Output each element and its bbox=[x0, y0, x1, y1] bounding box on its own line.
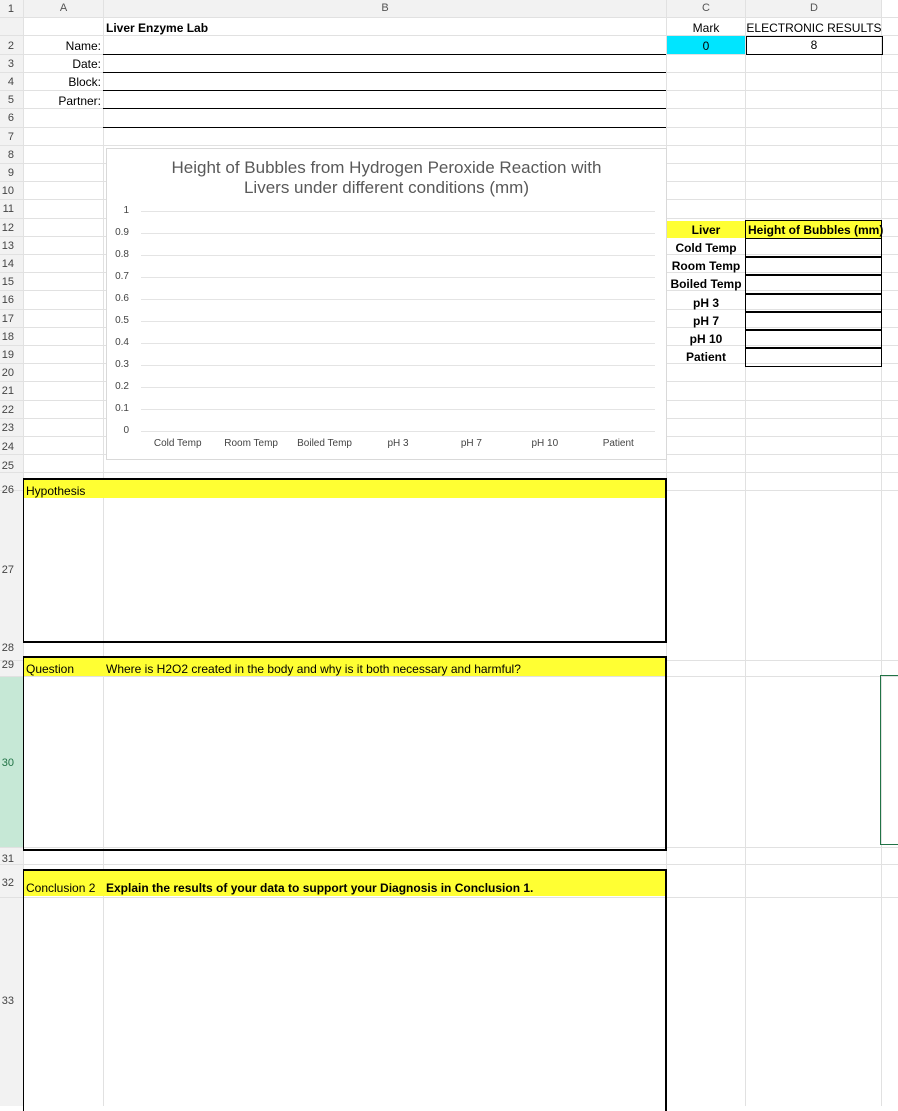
selection-outline bbox=[880, 675, 898, 845]
question-text[interactable]: Where is H2O2 created in the body and why is it both necessary and harmful? bbox=[106, 662, 521, 676]
row-number[interactable]: 23 bbox=[1, 422, 14, 434]
y-tick-label: 0.5 bbox=[115, 315, 129, 326]
y-tick-label: 0.3 bbox=[115, 359, 129, 370]
row-number[interactable]: 12 bbox=[1, 222, 14, 234]
x-category-label: Patient bbox=[602, 438, 634, 449]
x-category-label: Cold Temp bbox=[153, 438, 202, 449]
row-number[interactable]: 15 bbox=[1, 276, 14, 288]
mark-value: 0 bbox=[702, 39, 710, 53]
date-field[interactable] bbox=[103, 72, 666, 73]
x-category-label: Boiled Temp bbox=[297, 438, 352, 449]
chart-gridline bbox=[141, 365, 655, 366]
partner-field[interactable] bbox=[103, 108, 666, 109]
table-row-value-cell[interactable] bbox=[745, 256, 882, 276]
row-number[interactable]: 20 bbox=[1, 367, 14, 379]
chart-gridline bbox=[141, 299, 655, 300]
chart-gridline bbox=[141, 431, 655, 432]
row-number[interactable]: 4 bbox=[7, 76, 14, 88]
chart-gridline bbox=[141, 277, 655, 278]
x-category-label: pH 10 bbox=[531, 438, 559, 449]
chart-gridline bbox=[141, 211, 655, 212]
block-field[interactable] bbox=[103, 90, 666, 91]
conclusion-box[interactable] bbox=[23, 869, 667, 1111]
question-box[interactable] bbox=[23, 656, 667, 851]
chart-gridline bbox=[141, 233, 655, 234]
y-tick-label: 0.1 bbox=[115, 403, 129, 414]
y-tick-label: 0.7 bbox=[115, 271, 129, 282]
sheet-title[interactable]: Liver Enzyme Lab bbox=[106, 21, 209, 35]
table-row-label[interactable]: pH 7 bbox=[692, 313, 719, 328]
table-row-label[interactable]: Cold Temp bbox=[675, 241, 737, 255]
row-number[interactable]: 13 bbox=[1, 240, 14, 252]
column-header-a[interactable]: A bbox=[24, 0, 103, 18]
row-number[interactable]: 24 bbox=[1, 441, 14, 453]
table-row-value-cell[interactable] bbox=[745, 274, 882, 294]
date-label: Date: bbox=[72, 57, 101, 71]
row-gridline bbox=[0, 17, 898, 18]
table-row-label[interactable]: Patient bbox=[685, 350, 726, 365]
row-number[interactable]: 32 bbox=[1, 877, 14, 889]
row-number[interactable]: 17 bbox=[1, 313, 14, 325]
y-tick-label: 0.6 bbox=[115, 293, 129, 304]
row-number[interactable]: 25 bbox=[1, 460, 14, 472]
form-line-6[interactable] bbox=[103, 127, 666, 128]
table-row-label[interactable]: Room Temp bbox=[671, 259, 741, 274]
electronic-results-label[interactable]: ELECTRONIC RESULTS bbox=[746, 21, 882, 35]
chart-gridline bbox=[141, 343, 655, 344]
row-number[interactable]: 11 bbox=[2, 203, 14, 215]
conclusion-text[interactable]: Explain the results of your data to support your Diagnosis in Conclusion 1. bbox=[106, 881, 534, 895]
row-number[interactable]: 22 bbox=[1, 404, 14, 416]
column-header-c[interactable]: C bbox=[667, 0, 745, 18]
row-number[interactable]: 1 bbox=[7, 3, 14, 15]
chart-gridline bbox=[141, 387, 655, 388]
row-number[interactable]: 18 bbox=[1, 331, 14, 343]
table-row-value-cell[interactable] bbox=[745, 311, 882, 331]
row-number[interactable]: 26 bbox=[1, 484, 14, 496]
y-tick-label: 0.4 bbox=[115, 337, 129, 348]
x-category-label: pH 3 bbox=[387, 438, 409, 449]
column-header-b[interactable]: B bbox=[104, 0, 666, 18]
row-number[interactable]: 14 bbox=[1, 258, 14, 270]
column-gridline bbox=[881, 0, 882, 1106]
row-number[interactable]: 19 bbox=[1, 349, 14, 361]
row-number[interactable]: 3 bbox=[7, 58, 14, 70]
name-label: Name: bbox=[65, 39, 101, 53]
mark-label[interactable]: Mark bbox=[692, 21, 720, 35]
plot-area bbox=[107, 149, 666, 459]
row-number[interactable]: 9 bbox=[7, 167, 14, 179]
table-row-label[interactable]: Boiled Temp bbox=[670, 277, 742, 292]
table-row-label[interactable]: pH 10 bbox=[689, 332, 723, 346]
x-category-label: pH 7 bbox=[460, 438, 482, 449]
table-header-right-border bbox=[745, 220, 882, 239]
table-header-liver[interactable]: Liver bbox=[691, 223, 721, 237]
row-number[interactable]: 21 bbox=[1, 385, 14, 397]
row-number[interactable]: 27 bbox=[1, 564, 14, 576]
row-number[interactable]: 33 bbox=[1, 995, 14, 1007]
row-gridline bbox=[0, 472, 898, 473]
conclusion-label[interactable]: Conclusion 2 bbox=[26, 881, 96, 895]
row-number[interactable]: 2 bbox=[7, 40, 14, 52]
y-tick-label: 0 bbox=[123, 425, 129, 436]
table-row-value-cell[interactable] bbox=[745, 238, 882, 258]
row-number[interactable]: 31 bbox=[1, 853, 14, 865]
chart-gridline bbox=[141, 321, 655, 322]
chart-title-line-2: Livers under different conditions (mm) bbox=[243, 178, 530, 197]
hypothesis-label[interactable]: Hypothesis bbox=[26, 484, 86, 498]
y-tick-label: 1 bbox=[123, 205, 129, 216]
row-number[interactable]: 8 bbox=[7, 149, 14, 161]
row-gridline bbox=[0, 145, 898, 146]
chart-gridline bbox=[141, 409, 655, 410]
row-number[interactable]: 28 bbox=[1, 642, 14, 654]
row-number[interactable]: 6 bbox=[7, 112, 14, 124]
row-number[interactable]: 5 bbox=[7, 94, 14, 106]
block-label: Block: bbox=[68, 75, 101, 89]
row-number[interactable]: 16 bbox=[1, 294, 14, 306]
electronic-results-value: 8 bbox=[810, 38, 818, 52]
row-number[interactable]: 30 bbox=[1, 757, 14, 769]
x-category-label: Room Temp bbox=[224, 438, 278, 449]
table-row-value-cell[interactable] bbox=[745, 329, 882, 349]
table-row-label[interactable]: pH 3 bbox=[692, 295, 719, 310]
y-tick-label: 0.2 bbox=[115, 381, 129, 392]
question-label[interactable]: Question bbox=[26, 662, 75, 676]
name-field[interactable] bbox=[103, 54, 666, 55]
row-gridline bbox=[0, 864, 898, 865]
column-header-d[interactable]: D bbox=[746, 0, 882, 18]
row-number[interactable]: 29 bbox=[1, 659, 14, 671]
chart-title-line-1: Height of Bubbles from Hydrogen Peroxide Reaction with bbox=[171, 158, 602, 177]
hypothesis-box[interactable] bbox=[23, 478, 667, 643]
chart-area[interactable] bbox=[106, 148, 667, 460]
y-tick-label: 0.9 bbox=[115, 227, 129, 238]
row-number[interactable]: 10 bbox=[1, 185, 14, 197]
column-gridline bbox=[745, 0, 746, 1106]
row-number[interactable]: 7 bbox=[7, 131, 14, 143]
table-row-value-cell[interactable] bbox=[745, 293, 882, 313]
table-row-value-cell[interactable] bbox=[745, 347, 882, 367]
table-header-height[interactable]: Height of Bubbles (mm) bbox=[748, 223, 884, 237]
partner-label: Partner: bbox=[58, 94, 101, 108]
y-tick-label: 0.8 bbox=[115, 249, 129, 260]
chart-gridline bbox=[141, 255, 655, 256]
